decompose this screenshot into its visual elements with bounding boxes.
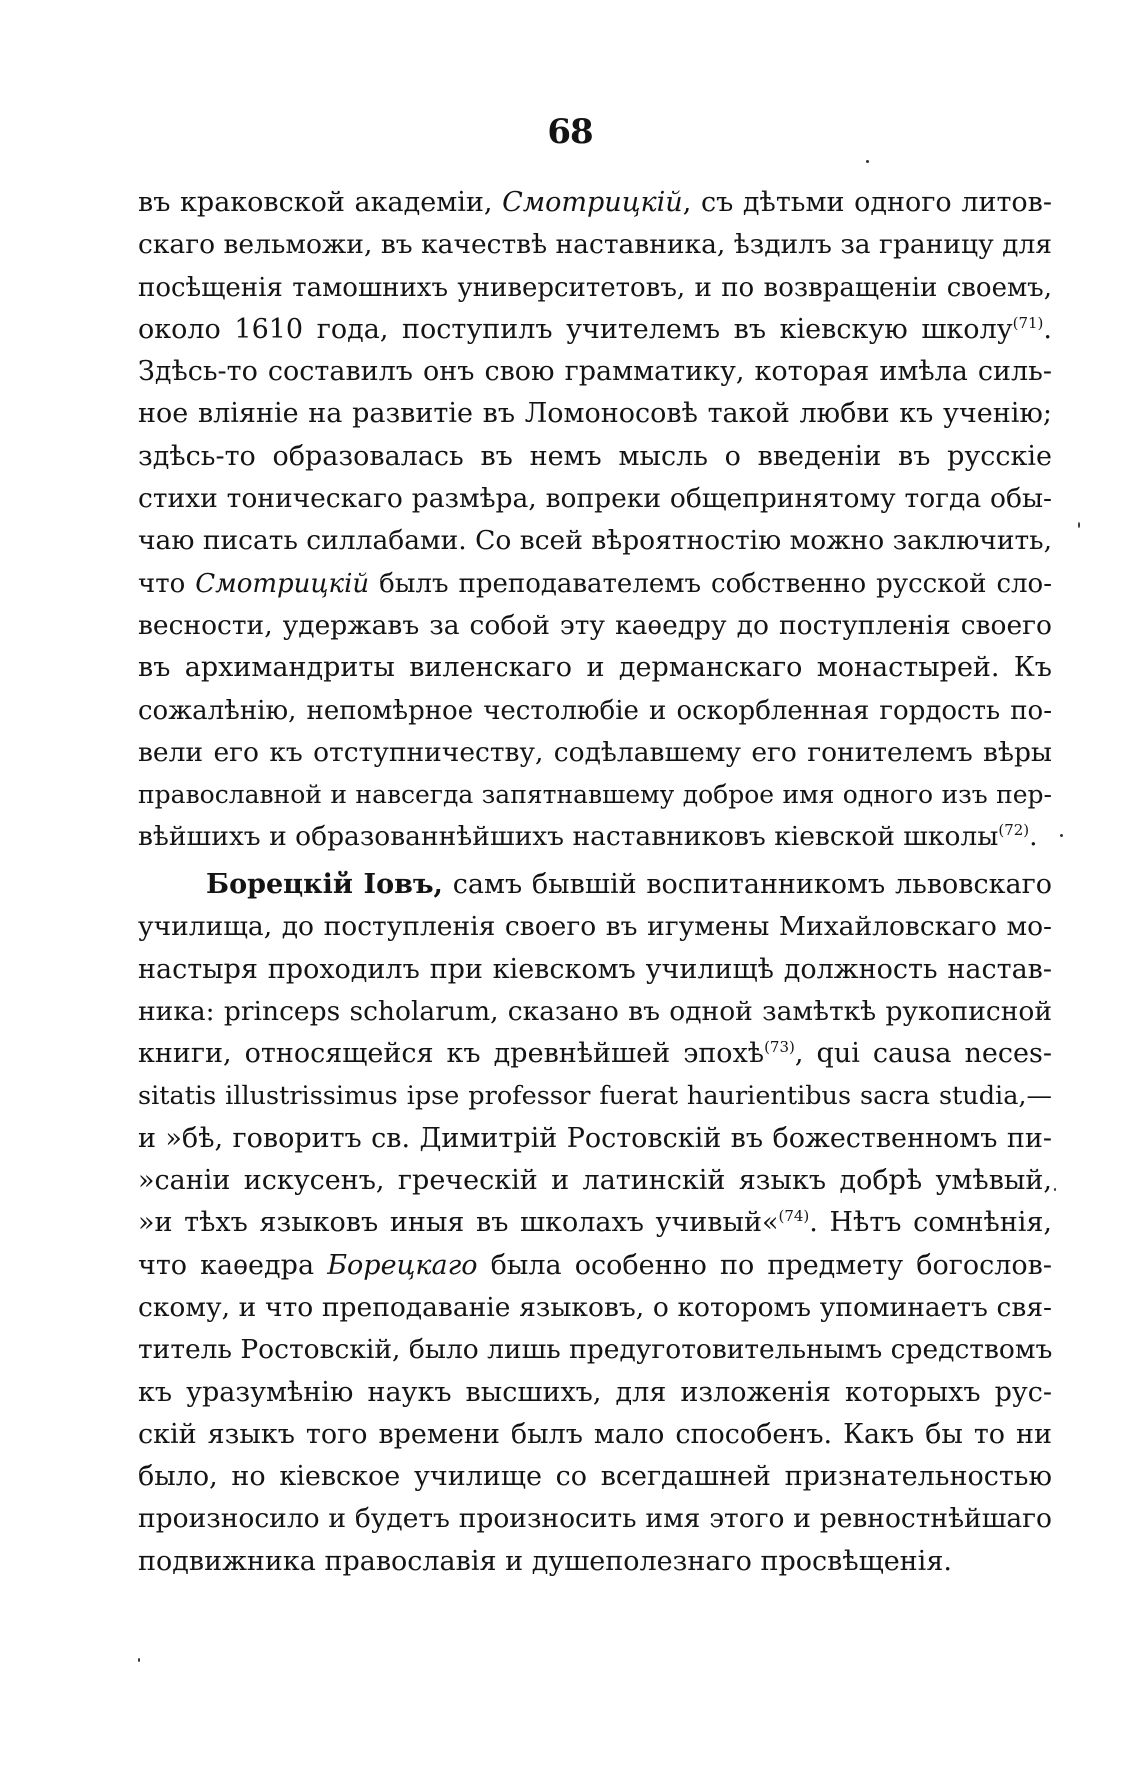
text-run: и »бѣ, говоритъ св. Димитрій Ростовскій въ божественномъ пи-: [138, 1122, 1052, 1154]
text-line: [138, 1372, 1052, 1414]
paragraph-smotrytsky: [138, 182, 1052, 859]
text-run: вели его къ отступничеству, содѣлавшему его гонителемъ вѣры: [138, 736, 1052, 768]
text-line: [138, 1287, 1052, 1329]
page-number: 68: [547, 112, 593, 152]
scan-speck: [1078, 522, 1080, 528]
text-line: [138, 267, 1052, 309]
text-run: sitatis illustrissimus ipse professor fuerat haurientibus sacra studia,—: [138, 1081, 1052, 1112]
footnote-marker: (73): [764, 1038, 795, 1057]
text-run: подвижника православія и душеполезнаго просвѣщенія.: [138, 1545, 952, 1577]
scan-speck: [138, 1658, 140, 1662]
text-line: [138, 1329, 1052, 1371]
text-line: [138, 605, 1052, 647]
text-run: въ краковской академіи,: [138, 187, 503, 218]
text-run: настыря проходилъ при кіевскомъ училищѣ должность настав-: [138, 953, 1052, 985]
text-line: [138, 1202, 1052, 1244]
footnote-marker: (72): [998, 821, 1030, 840]
text-line: [138, 906, 1052, 948]
text-run: здѣсь-то образовалась въ немъ мысль о введеніи въ русскіе: [138, 440, 1052, 472]
text-run: .: [1043, 313, 1052, 345]
text-run: стихи тоническаго размѣра, вопреки общепринятому тогда обы-: [138, 483, 1052, 515]
text-line: [138, 1541, 1052, 1583]
text-run: Борецкій Іовъ,: [206, 869, 443, 900]
text-line: [138, 949, 1052, 991]
text-line: [138, 647, 1052, 689]
text-run: было, но кіевское училище со всегдашней признательностью: [138, 1461, 1052, 1493]
text-run: посѣщенія тамошнихъ университетовъ, и по возвращеніи своемъ,: [138, 272, 1052, 303]
text-line: [138, 393, 1052, 435]
text-run: около 1610 года, поступилъ учителемъ въ кіевскую школу: [138, 313, 1013, 345]
text-run: скаго вельможи, въ качествѣ наставника, ѣздилъ за границу для: [138, 229, 1052, 261]
text-line: [138, 182, 1052, 224]
text-line: [138, 1118, 1052, 1160]
text-run: , qui causa neces-: [794, 1038, 1052, 1070]
text-run: .: [1029, 821, 1038, 853]
text-run: »саніи искусенъ, греческій и латинскій языкъ добрѣ умѣвый,: [138, 1165, 1052, 1197]
text-line: [138, 309, 1052, 351]
footnote-marker: (74): [778, 1207, 810, 1226]
text-line: [138, 1160, 1052, 1202]
text-run: »и тѣхъ языковъ иныя въ школахъ учивый«: [138, 1207, 779, 1239]
text-run: въ архимандриты виленскаго и дерманскаго монастырей. Къ: [138, 652, 1052, 684]
text-line: [138, 1075, 1052, 1117]
text-line: [138, 774, 1052, 816]
text-run: ника: princeps scholarum, сказано въ одной замѣткѣ рукописной: [138, 995, 1052, 1027]
text-line: [138, 224, 1052, 266]
text-run: сожалѣнію, непомѣрное честолюбіе и оскорбленная гордость по-: [138, 695, 1052, 726]
text-run: чаю писать силлабами. Со всей вѣроятностію можно заключить,: [138, 525, 1052, 557]
text-run: скому, и что преподаваніе языковъ, о которомъ упоминаетъ свя-: [138, 1291, 1052, 1323]
text-line: [138, 436, 1052, 478]
text-run: былъ преподавателемъ собственно русской сло-: [369, 568, 1052, 599]
text-run: училища, до поступленія своего въ игумены Михайловскаго мо-: [138, 911, 1052, 943]
text-line: [138, 1414, 1052, 1456]
text-line: [138, 563, 1052, 605]
text-line: [138, 816, 1052, 858]
text-line: [138, 1033, 1052, 1075]
text-run: книги, относящейся къ древнѣйшей эпохѣ: [138, 1038, 765, 1070]
text-run: къ уразумѣнію наукъ высшихъ, для изложенія которыхъ рус-: [138, 1376, 1052, 1408]
text-line: [138, 478, 1052, 520]
text-run: православной и навсегда запятнавшему доброе имя одного изъ пер-: [138, 780, 1052, 810]
text-run: Смотрицкій: [195, 568, 370, 599]
text-run: произносило и будетъ произносить имя этого и ревностнѣйшаго: [138, 1503, 1052, 1535]
text-line: [138, 520, 1052, 562]
footnote-marker: (71): [1012, 313, 1044, 332]
scan-speck: [866, 160, 869, 163]
text-run: ное вліяніе на развитіе въ Ломоносовѣ такой любви къ ученію;: [138, 398, 1052, 430]
text-line: [138, 732, 1052, 774]
text-run: Здѣсь-то составилъ онъ свою грамматику, которая имѣла силь-: [138, 356, 1052, 388]
text-line: [138, 351, 1052, 393]
text-line: [138, 991, 1052, 1033]
text-run: . Нѣтъ сомнѣнія,: [809, 1207, 1052, 1239]
scan-speck: [1054, 1188, 1056, 1191]
text-line: [138, 1245, 1052, 1287]
text-run: самъ бывшій воспитанникомъ львовскаго: [442, 869, 1052, 900]
text-run: что каѳедра: [138, 1249, 328, 1281]
text-run: , съ дѣтьми одного литов-: [682, 187, 1052, 218]
text-run: Смотрицкій: [502, 187, 683, 218]
paragraph-boretsky: [138, 864, 1052, 1583]
text-run: скій языкъ того времени былъ мало способенъ. Какъ бы то ни: [138, 1418, 1052, 1450]
text-line: [138, 690, 1052, 732]
text-line: [138, 864, 1052, 906]
text-run: титель Ростовскій, было лишь предуготовительнымъ средствомъ: [138, 1334, 1052, 1366]
text-run: Борецкаго: [327, 1249, 478, 1281]
text-run: вѣйшихъ и образованнѣйшихъ наставниковъ кіевской школы: [138, 821, 999, 853]
text-line: [138, 1456, 1052, 1498]
text-run: весности, удержавъ за собой эту каѳедру до поступленія своего: [138, 609, 1052, 641]
text-run: была особенно по предмету богослов-: [477, 1249, 1052, 1281]
scan-speck: [1060, 834, 1063, 837]
text-line: [138, 1498, 1052, 1540]
text-run: что: [138, 568, 196, 599]
